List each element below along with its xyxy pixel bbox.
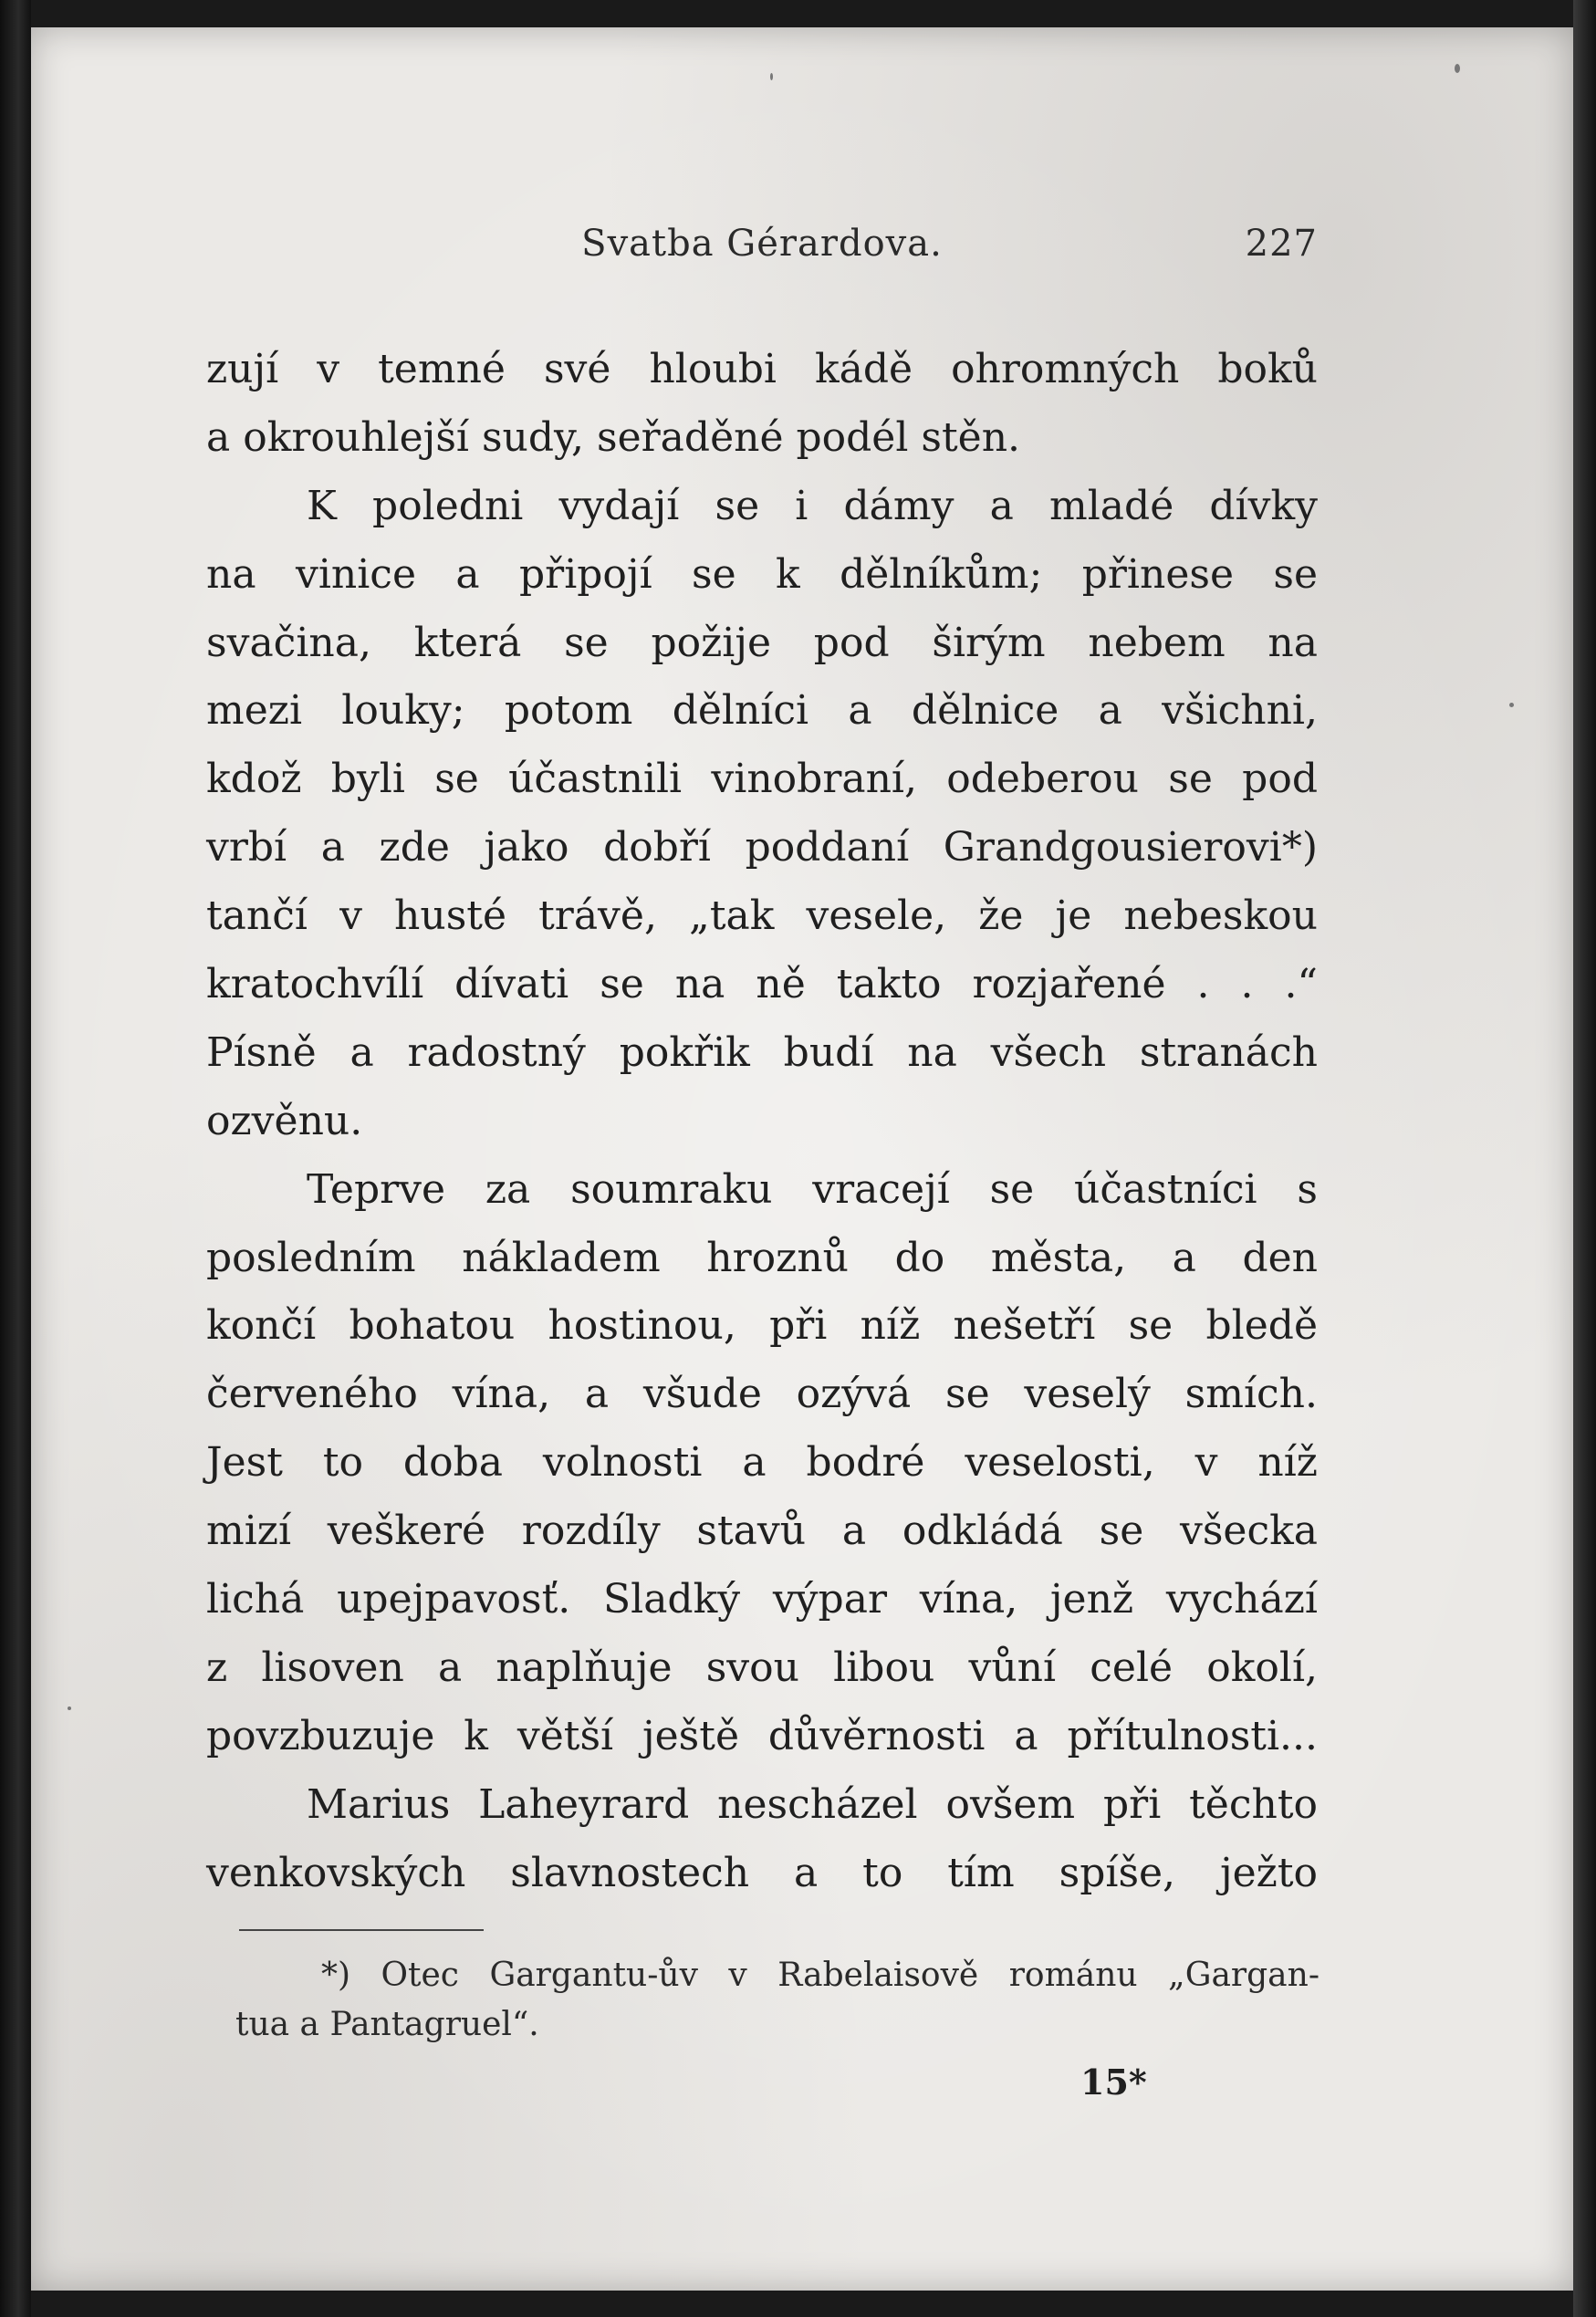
running-title: Svatba Gérardova. <box>581 223 943 265</box>
scan-right-edge <box>1573 0 1596 2317</box>
text-line: kdož byli se účastnili vinobraní, odeberou se pod <box>206 756 1318 803</box>
text-line: K poledni vydají se i dámy a mladé dívky <box>307 482 1318 529</box>
running-header <box>206 210 1318 274</box>
text-line: zují v temné své hloubi kádě ohromných boků <box>206 346 1318 392</box>
text-line: povzbuzuje k větší ještě důvěrnosti a přítulnosti... <box>206 1712 1318 1759</box>
text-line: červeného vína, a všude ozývá se veselý smích. <box>206 1371 1318 1418</box>
text-line: z lisoven a naplňuje svou libou vůní celé okolí, <box>206 1644 1318 1691</box>
text-line: Jest to doba volnosti a bodré veselosti, v níž <box>206 1439 1318 1487</box>
paper-speck <box>1455 64 1460 73</box>
text-line: kratochvílí dívati se na ně takto rozjařené . . .“ <box>206 961 1318 1008</box>
signature-mark: 15* <box>1080 2061 1147 2103</box>
text-line: ozvěnu. <box>206 1097 363 1144</box>
text-line: mezi louky; potom dělníci a dělnice a všichni, <box>206 687 1318 735</box>
text-line: mizí veškeré rozdíly stavů a odkládá se všecka <box>206 1508 1318 1555</box>
text-line: svačina, která se požije pod širým nebem na <box>206 619 1318 666</box>
text-line: lichá upejpavosť. Sladký výpar vína, jenž vychází <box>206 1576 1318 1623</box>
text-line: Písně a radostný pokřik budí na všech stranách <box>206 1028 1318 1076</box>
text-line: vrbí a zde jako dobří poddaní Grandgousierovi*) <box>206 824 1318 871</box>
text-line: končí bohatou hostinou, při níž nešetří se bledě <box>206 1302 1318 1350</box>
footnote-divider <box>239 1929 484 1931</box>
page-number: 227 <box>1245 223 1318 265</box>
text-line: Marius Laheyrard nescházel ovšem při těchto <box>307 1780 1318 1828</box>
paper-speck <box>770 73 773 80</box>
scan-binding-edge <box>0 0 31 2317</box>
paper-speck <box>1509 703 1514 707</box>
footnote <box>235 1951 1320 2050</box>
paper-speck <box>68 1706 71 1710</box>
footnote-line: tua a Pantagruel“. <box>235 2006 539 2043</box>
text-line: Teprve za soumraku vracejí se účastníci s <box>307 1165 1318 1213</box>
footnote-line: *) Otec Gargantu-ův v Rabelaisově románu „Gargan- <box>321 1957 1320 1994</box>
text-line: a okrouhlejší sudy, seřaděné podél stěn. <box>206 413 1021 461</box>
text-line: na vinice a připojí se k dělníkům; přinese se <box>206 550 1318 598</box>
text-line: venkovských slavnostech a to tím spíše, ježto <box>206 1849 1318 1896</box>
body-text <box>206 336 1318 1907</box>
text-line: tančí v husté trávě, „tak vesele, že je nebeskou <box>206 892 1318 940</box>
text-line: posledním nákladem hroznů do města, a den <box>206 1234 1318 1281</box>
